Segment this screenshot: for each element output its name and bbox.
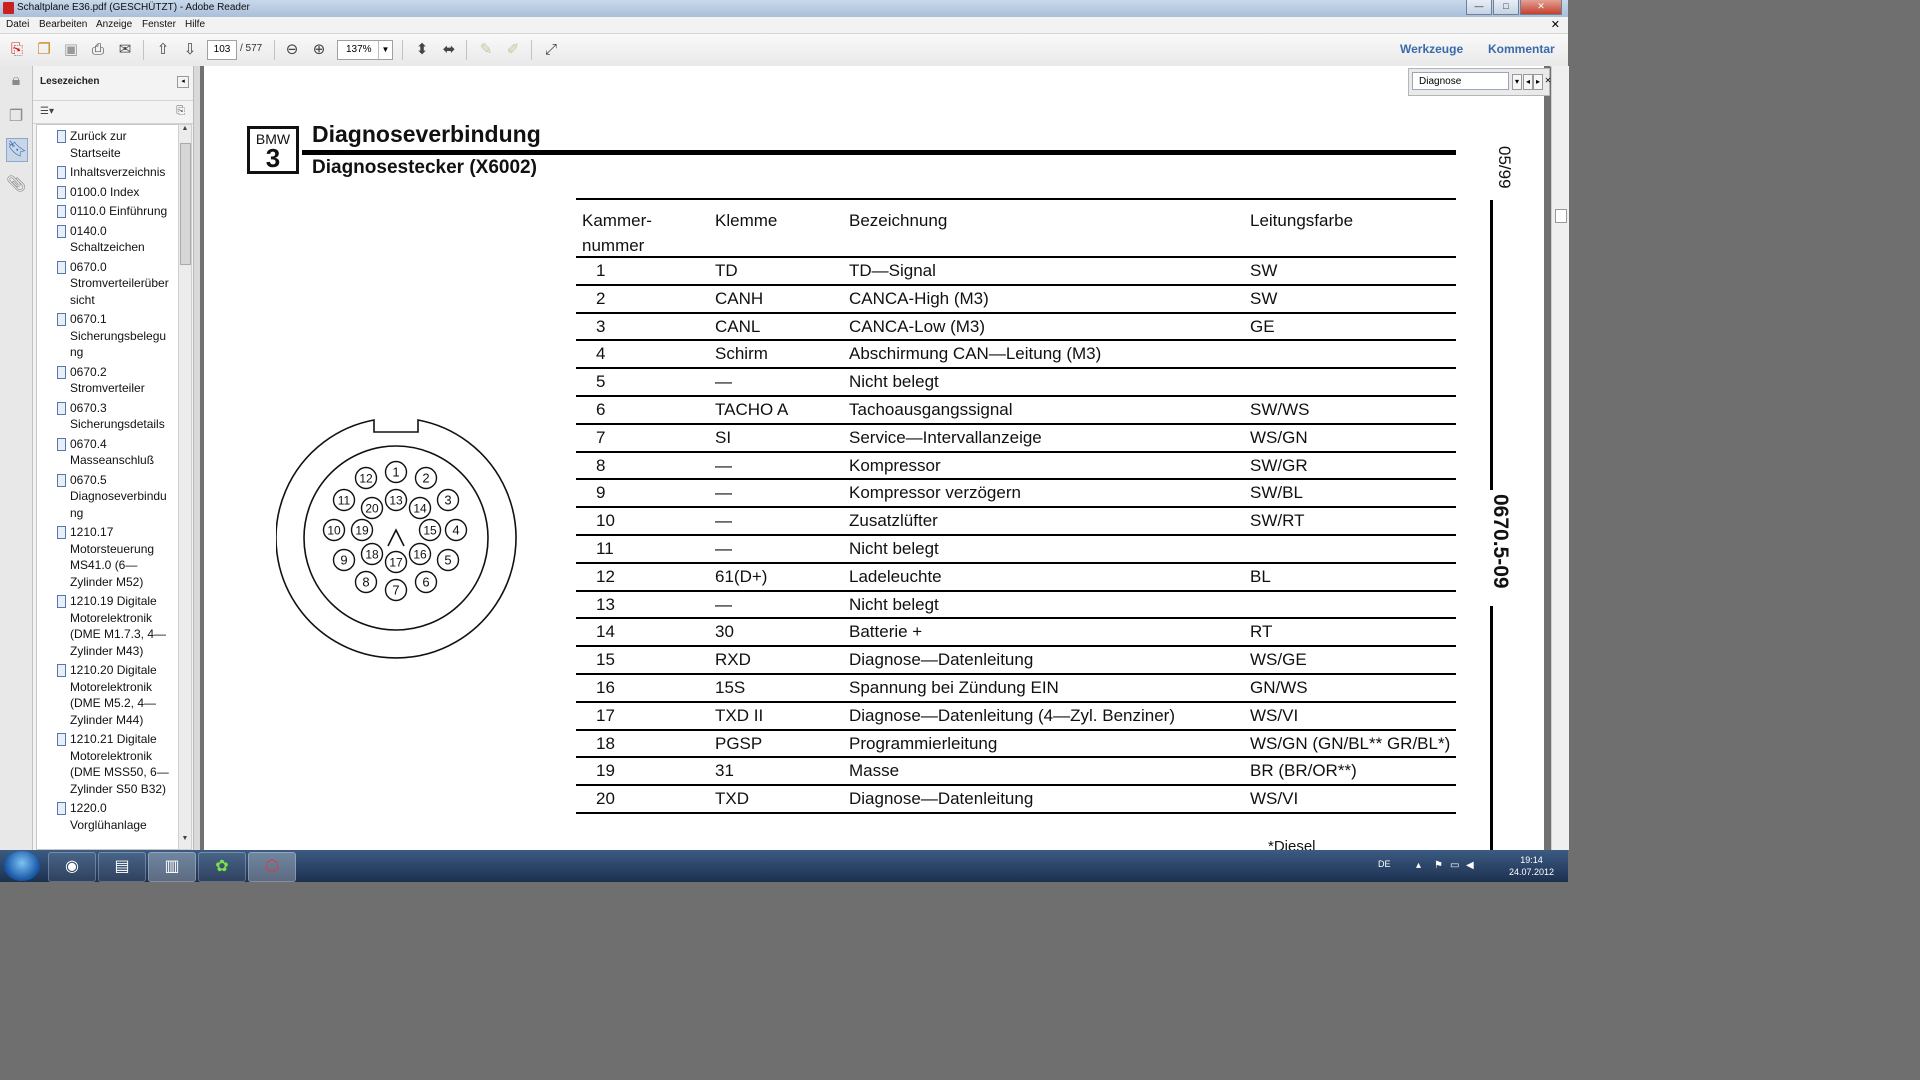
cell-klemme: TD [715, 261, 738, 280]
connector-outline [276, 420, 516, 658]
menu-hilfe[interactable]: Hilfe [185, 19, 206, 30]
side-rule [1490, 200, 1493, 490]
find-next-icon[interactable]: ▸ [1533, 74, 1543, 90]
cell-kammernummer: 11 [596, 538, 614, 558]
bookmark-icon [57, 802, 66, 815]
bookmark-item[interactable] [37, 128, 178, 161]
bookmarks-icon[interactable]: 🔖︎ [6, 138, 28, 162]
zoom-select[interactable] [337, 40, 393, 60]
bookmark-item[interactable] [37, 203, 178, 220]
bookmark-item[interactable] [37, 259, 178, 309]
page-subtitle: Diagnosestecker (X6002) [312, 157, 537, 178]
cell-leitungsfarbe: WS/VI [1250, 789, 1299, 809]
icq-taskbar-icon[interactable]: ✿ [198, 852, 246, 882]
pin-label: 5 [444, 552, 452, 568]
cell-kammernummer: 3 [596, 316, 606, 336]
cell-kammernummer: 9 [596, 483, 606, 503]
bookmark-label: 1210.17 Motorsteuerung MS41.0 (6—Zylinder M52) [70, 525, 155, 589]
bookmark-icon [57, 225, 66, 238]
connector-pin [410, 498, 431, 519]
pin-label: 11 [337, 493, 351, 508]
cell-klemme: CANH [715, 288, 764, 308]
header-kammernummer: Kammer- nummer [582, 211, 652, 255]
bookmark-label: 1220.0 Vorglühanlage [70, 801, 147, 832]
bookmark-label: 0670.3 Sicherungsdetails [70, 400, 165, 431]
connector-pin [386, 552, 407, 573]
cell-klemme: — [715, 455, 732, 475]
bookmark-label: 1210.19 Digitale Motorelektronik (DME M1.7.3, 4—Zylinder M43) [70, 594, 167, 658]
pin-label: 4 [452, 522, 460, 538]
pin-label: 14 [413, 501, 427, 516]
cell-kammernummer: 10 [596, 511, 615, 531]
fit-width-icon[interactable]: ⬌ [442, 41, 456, 58]
cell-kammernummer: 6 [596, 399, 606, 419]
document-area [200, 66, 1550, 850]
bookmark-icon [57, 595, 66, 608]
connector-pin [438, 550, 459, 571]
bookmark-label: 0110.0 Einführung [70, 204, 168, 218]
connector-pin [334, 550, 355, 571]
connector-pin [420, 520, 441, 541]
highlight-icon[interactable]: ✐ [506, 41, 520, 58]
cell-bezeichnung: Diagnose—Datenleitung (4—Zyl. Benziner) [849, 705, 1175, 725]
pin-label: 10 [327, 523, 341, 538]
zoom-out-icon[interactable]: ⊖ [285, 41, 299, 58]
document-scrollbar[interactable] [1551, 66, 1569, 850]
cell-klemme: SI [715, 427, 732, 447]
bookmark-icon [57, 438, 66, 451]
maximize-button[interactable]: □ [1493, 0, 1519, 15]
page-total: / 577 [240, 43, 263, 54]
bookmarks-scrollbar[interactable] [178, 124, 192, 850]
tools-link[interactable]: Werkzeuge [1400, 42, 1464, 56]
minimize-button[interactable]: — [1466, 0, 1492, 15]
bookmark-label: 1210.21 Digitale Motorelektronik (DME MSS50, 6—Zylinder S50 B32) [70, 732, 169, 796]
winrar-taskbar-icon[interactable]: ▥ [148, 852, 196, 882]
pin-label: 15 [423, 523, 437, 538]
bookmark-icon [57, 733, 66, 746]
cell-leitungsfarbe: BL [1250, 566, 1271, 586]
pdf-page [204, 66, 1544, 850]
table-row [576, 341, 1456, 369]
pin-label: 8 [362, 574, 370, 590]
bookmark-label: 0670.2 Stromverteiler [70, 364, 145, 395]
table-row [576, 703, 1456, 731]
bookmark-icon [57, 526, 66, 539]
cell-leitungsfarbe: SW/GR [1250, 455, 1308, 475]
cell-bezeichnung: Zusatzlüfter [849, 511, 938, 531]
window-controls [1465, 0, 1562, 15]
connector-pin [386, 580, 407, 601]
cell-bezeichnung: Ladeleuchte [849, 566, 942, 586]
comment-icon[interactable]: ✎ [479, 41, 493, 58]
zoom-value: 137% [346, 44, 372, 55]
table-row [576, 480, 1456, 508]
cell-klemme: TXD II [715, 705, 764, 725]
scroll-up-icon[interactable]: ▲ [181, 125, 189, 132]
connector-pin [386, 462, 407, 483]
bookmark-item[interactable] [37, 800, 178, 833]
pin-label: 1 [392, 464, 400, 480]
table-row [576, 619, 1456, 647]
cell-klemme: — [715, 372, 732, 392]
table-row [576, 508, 1456, 536]
cell-bezeichnung: Nicht belegt [849, 594, 939, 614]
table-row [576, 647, 1456, 675]
cell-klemme: — [715, 511, 732, 531]
cell-bezeichnung: Batterie + [849, 622, 923, 642]
find-options-icon[interactable]: ▾ [1512, 74, 1522, 90]
clock[interactable] [1509, 854, 1554, 878]
table-row [576, 314, 1456, 342]
pages-icon[interactable]: ❐ [8, 108, 24, 125]
cell-leitungsfarbe: GE [1250, 316, 1275, 336]
bookmark-item[interactable] [37, 524, 178, 590]
bookmarks-panel [33, 66, 194, 850]
cell-bezeichnung: Tachoausgangssignal [849, 399, 1013, 419]
bookmark-icon [57, 166, 66, 179]
cell-bezeichnung: TD—Signal [849, 261, 936, 280]
cell-klemme: RXD [715, 650, 751, 670]
cell-kammernummer: 5 [596, 372, 606, 392]
bookmark-label: 0670.0 Stromverteilerüber sicht [70, 259, 169, 307]
bookmark-icon [57, 186, 66, 199]
bookmark-item[interactable] [37, 436, 178, 469]
table-row [576, 675, 1456, 703]
menu-datei[interactable]: Datei [6, 19, 30, 30]
cell-kammernummer: 18 [596, 733, 615, 753]
menu-bearbeiten[interactable]: Bearbeiten [39, 19, 88, 30]
toolbar-divider [466, 40, 467, 60]
menu-fenster[interactable]: Fenster [142, 19, 176, 30]
cell-klemme: 15S [715, 677, 746, 697]
window-title: Schaltplane E36.pdf (GESCHÜTZT) - Adobe Reader [17, 2, 250, 13]
cell-bezeichnung: CANCA-Low (M3) [849, 316, 986, 336]
connector-pin [386, 490, 407, 511]
cell-kammernummer: 20 [596, 789, 615, 809]
cell-kammernummer: 13 [596, 594, 615, 614]
page-number-input[interactable]: 103 [207, 40, 237, 60]
pin-label: 18 [365, 547, 379, 562]
new-bookmark-icon[interactable]: ⎘ [176, 105, 185, 117]
pin-label: 3 [444, 492, 452, 508]
show-hidden-icons-icon[interactable]: ▴ [1416, 860, 1422, 871]
cell-leitungsfarbe: GN/WS [1250, 677, 1308, 697]
table-row [576, 758, 1456, 786]
logo-text-bottom: 3 [265, 143, 281, 173]
table-row [576, 425, 1456, 453]
find-toolbar [1408, 68, 1550, 96]
cell-kammernummer: 2 [596, 288, 606, 308]
collapse-panel-icon[interactable]: ◂ [177, 76, 189, 88]
bookmark-item[interactable] [37, 731, 178, 797]
previous-page-icon[interactable]: ⇧ [156, 41, 170, 58]
network-icon[interactable]: ▭ [1450, 860, 1460, 871]
bookmarks-header [33, 66, 193, 96]
pin-label: 19 [355, 523, 369, 538]
scroll-thumb[interactable] [1555, 209, 1567, 223]
bookmark-label: 0670.5 Diagnoseverbindu ng [70, 472, 167, 520]
table-row [576, 369, 1456, 397]
connector-pin [410, 544, 431, 565]
diagnostic-connector-diagram [276, 416, 524, 664]
toolbar-divider [274, 40, 275, 60]
cell-klemme: CANL [715, 316, 761, 336]
bookmark-label: Inhaltsverzeichnis [70, 165, 166, 179]
cell-kammernummer: 7 [596, 427, 606, 447]
table-header [576, 200, 1456, 258]
cell-kammernummer: 4 [596, 344, 606, 364]
footnote: *Diesel [1268, 838, 1316, 850]
open-file-icon[interactable]: ❐ [37, 41, 51, 58]
connector-pin [334, 490, 355, 511]
table-row [576, 564, 1456, 592]
bookmark-icon [57, 402, 66, 415]
header-bezeichnung: Bezeichnung [849, 211, 948, 230]
table-row [576, 731, 1456, 759]
connector-pin [356, 572, 377, 593]
pin-label: 17 [389, 555, 403, 570]
bookmark-label: 0100.0 Index [70, 184, 140, 199]
cell-klemme: 61(D+) [715, 566, 768, 586]
zoom-in-icon[interactable]: ⊕ [312, 41, 326, 58]
find-previous-icon[interactable]: ◂ [1523, 74, 1533, 90]
print-icon[interactable]: ⎙ [91, 41, 104, 58]
scroll-thumb[interactable] [180, 143, 191, 265]
document-close-icon[interactable]: ✕ [1550, 19, 1560, 31]
volume-icon[interactable]: ◀︎ [1466, 860, 1474, 871]
title-rule [302, 150, 1456, 155]
cell-klemme: TXD [715, 789, 749, 809]
header-leitungsfarbe: Leitungsfarbe [1250, 211, 1354, 230]
cell-bezeichnung: Spannung bei Zündung EIN [849, 677, 1059, 697]
cell-klemme: — [715, 594, 732, 614]
bookmark-icon [57, 205, 66, 218]
bookmark-icon [57, 366, 66, 379]
table-row [576, 786, 1456, 814]
create-pdf-icon[interactable]: ⎘ [10, 41, 23, 58]
email-icon[interactable]: ✉ [118, 41, 132, 58]
connector-pin [356, 468, 377, 489]
pin-label: 7 [392, 582, 400, 598]
side-date: 05/99 [1495, 146, 1514, 189]
cell-leitungsfarbe: WS/GN (GN/BL** GR/BL*) [1250, 733, 1451, 753]
chevron-down-icon[interactable]: ▼ [378, 41, 392, 59]
bookmark-item[interactable] [37, 662, 178, 728]
page-title: Diagnoseverbindung [312, 121, 541, 147]
table-row [576, 258, 1456, 286]
fullscreen-icon[interactable]: ⤢ [544, 41, 557, 58]
cell-bezeichnung: Abschirmung CAN—Leitung (M3) [849, 344, 1102, 364]
cell-leitungsfarbe: SW [1250, 261, 1278, 280]
side-code: 0670.5-09 [1489, 494, 1512, 589]
cell-bezeichnung: Nicht belegt [849, 372, 939, 392]
bookmark-item[interactable] [37, 364, 178, 397]
toolbar-divider [143, 40, 144, 60]
table-row [576, 286, 1456, 314]
pin-assignment-table [576, 198, 1456, 814]
cell-kammernummer: 19 [596, 761, 615, 781]
system-tray [1378, 850, 1568, 882]
bookmark-item[interactable] [37, 593, 178, 659]
find-input[interactable]: Diagnose [1412, 72, 1509, 90]
cell-klemme: 31 [715, 761, 734, 781]
connector-pin [352, 520, 373, 541]
bookmark-item[interactable] [37, 164, 178, 181]
bookmark-item[interactable] [37, 400, 178, 433]
lock-icon[interactable]: 🔒︎ [11, 72, 21, 89]
cell-leitungsfarbe: WS/VI [1250, 705, 1299, 725]
cell-bezeichnung: Diagnose—Datenleitung [849, 650, 1034, 670]
close-button[interactable]: ✕ [1520, 0, 1562, 15]
cell-leitungsfarbe: WS/GN [1250, 427, 1308, 447]
bmw-3-logo [247, 126, 299, 174]
pin-label: 16 [413, 547, 427, 562]
connector-pin [438, 490, 459, 511]
table-row [576, 453, 1456, 481]
bookmark-item[interactable] [37, 311, 178, 361]
bookmark-icon [57, 474, 66, 487]
adobe-reader-icon [3, 2, 14, 14]
cell-bezeichnung: Service—Intervallanzeige [849, 427, 1042, 447]
cell-kammernummer: 8 [596, 455, 606, 475]
bookmark-label: Zurück zur Startseite [70, 129, 127, 160]
bookmark-label: 0670.4 Masseanschluß [70, 436, 155, 467]
bookmark-item[interactable] [37, 223, 178, 256]
next-page-icon[interactable]: ⇩ [183, 41, 197, 58]
cell-bezeichnung: Masse [849, 761, 900, 781]
bookmark-item[interactable] [37, 472, 178, 522]
bookmark-label: 0140.0 Schaltzeichen [70, 223, 145, 254]
comment-link[interactable]: Kommentar [1488, 42, 1555, 56]
cell-leitungsfarbe: SW/RT [1250, 511, 1305, 531]
cell-kammernummer: 14 [596, 622, 615, 642]
connector-pin [416, 468, 437, 489]
connector-pin [362, 498, 383, 519]
window-titlebar[interactable] [0, 0, 1568, 18]
cell-leitungsfarbe: SW [1250, 288, 1278, 308]
cell-klemme: PGSP [715, 733, 763, 753]
connector-pin [416, 572, 437, 593]
connector-pin [446, 520, 467, 541]
pin-label: 20 [365, 501, 379, 516]
clock-date: 24.07.2012 [1508, 867, 1554, 877]
bookmark-icon [57, 261, 66, 274]
clock-time: 19:14 [1520, 855, 1543, 865]
pin-label: 2 [422, 470, 430, 486]
cell-kammernummer: 15 [596, 650, 615, 670]
connector-pin [362, 544, 383, 565]
bookmarks-title: Lesezeichen [40, 76, 100, 87]
toolbar [0, 34, 1568, 67]
scroll-down-icon[interactable]: ▼ [181, 835, 189, 842]
windows-taskbar [0, 850, 1568, 882]
menu-anzeige[interactable]: Anzeige [96, 19, 133, 30]
bookmark-icon [57, 664, 66, 677]
options-icon[interactable]: ☰▾ [40, 106, 54, 117]
cell-leitungsfarbe: BR (BR/OR**) [1250, 761, 1357, 781]
cell-bezeichnung: Programmierleitung [849, 733, 998, 753]
bookmark-item[interactable] [37, 184, 178, 201]
cell-kammernummer: 17 [596, 705, 615, 725]
cell-klemme: — [715, 538, 732, 558]
pin-label: 12 [359, 471, 373, 486]
toolbar-divider [531, 40, 532, 60]
header-klemme: Klemme [715, 211, 778, 230]
fit-page-icon[interactable]: ⬍ [415, 41, 429, 58]
save-icon[interactable]: ▣ [63, 41, 79, 58]
side-rule [1490, 606, 1493, 850]
cell-bezeichnung: Kompressor [849, 455, 941, 475]
cell-leitungsfarbe: SW/BL [1250, 483, 1303, 503]
cell-klemme: Schirm [715, 344, 768, 364]
bookmarks-toolbar [33, 100, 193, 124]
navigation-pane-strip [0, 66, 33, 850]
pin-label: 9 [340, 552, 348, 568]
cell-klemme: — [715, 483, 732, 503]
cell-leitungsfarbe: RT [1250, 622, 1273, 642]
menu-bar [0, 17, 1568, 34]
find-close-icon[interactable]: ✕ [1544, 76, 1552, 85]
cell-kammernummer: 1 [596, 261, 606, 280]
cell-klemme: TACHO A [715, 399, 789, 419]
bookmark-icon [57, 130, 66, 143]
table-row [576, 397, 1456, 425]
bookmarks-list [36, 124, 179, 850]
cell-leitungsfarbe: SW/WS [1250, 399, 1310, 419]
pin-label: 13 [389, 493, 403, 508]
cell-klemme: 30 [715, 622, 734, 642]
cell-bezeichnung: Kompressor verzögern [849, 483, 1021, 503]
bookmark-label: 0670.1 Sicherungsbelegu ng [70, 312, 167, 359]
attachments-icon[interactable]: 📎︎ [6, 176, 27, 193]
cell-bezeichnung: Diagnose—Datenleitung [849, 789, 1034, 809]
adobe-reader-taskbar-icon[interactable]: ⬡ [248, 852, 296, 882]
connector-key [388, 530, 404, 546]
cell-bezeichnung: Nicht belegt [849, 538, 939, 558]
cell-leitungsfarbe: WS/GE [1250, 650, 1307, 670]
explorer-taskbar-icon[interactable]: ▤ [98, 852, 146, 882]
pin-label: 6 [422, 574, 430, 590]
cell-kammernummer: 12 [596, 566, 615, 586]
firefox-taskbar-icon[interactable]: ◉ [48, 852, 96, 882]
table-row [576, 536, 1456, 564]
connector-pin [324, 520, 345, 541]
bookmark-icon [57, 313, 66, 326]
language-indicator[interactable]: DE [1378, 859, 1391, 869]
flag-icon[interactable]: ⚑ [1434, 860, 1443, 871]
logo-text-top: BMW [255, 131, 291, 147]
table-row [576, 592, 1456, 620]
cell-kammernummer: 16 [596, 677, 615, 697]
start-button[interactable] [4, 851, 40, 881]
table-body [576, 258, 1456, 814]
bookmark-label: 1210.20 Digitale Motorelektronik (DME M5.2, 4—Zylinder M44) [70, 663, 157, 727]
cell-bezeichnung: CANCA-High (M3) [849, 288, 989, 308]
toolbar-divider [402, 40, 403, 60]
